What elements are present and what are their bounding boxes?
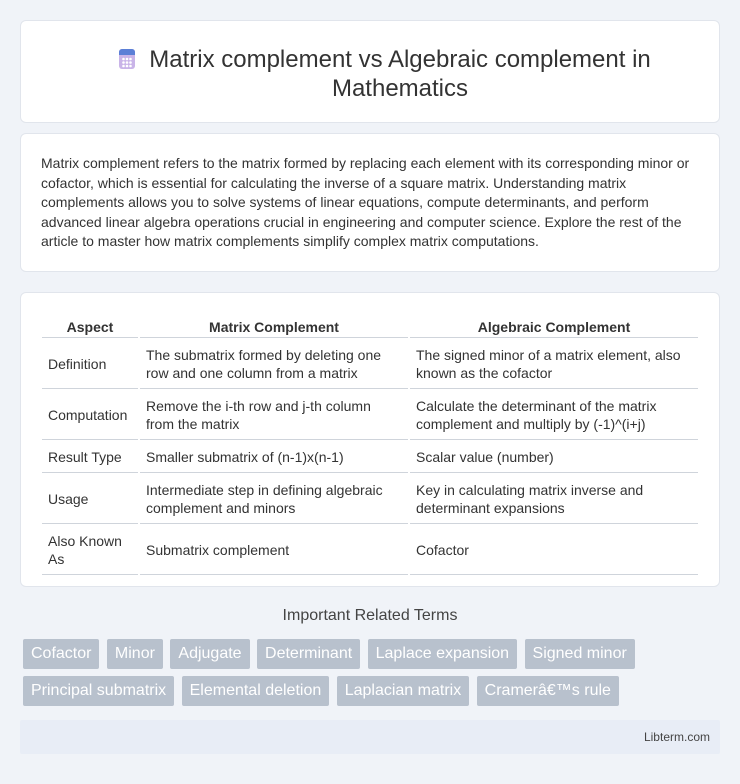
- intro-paragraph: Matrix complement refers to the matrix formed by replacing each element with its corresponding minor or cofactor, which is essential for calculating the inverse of a square matrix. Understanding matrix complements allows you to solve systems of linear equations, compute determinants, and perform advanced linear algebra operations crucial in engineering and computer science. Explore the rest of the article to master how matrix complements simplify complex matrix computations.: [41, 155, 690, 249]
- column-header-aspect: Aspect: [42, 315, 138, 338]
- tag-principal-submatrix[interactable]: Principal submatrix: [23, 676, 174, 706]
- table-row: [42, 475, 698, 524]
- tag-signed-minor[interactable]: Signed minor: [525, 639, 635, 669]
- tag-minor[interactable]: Minor: [107, 639, 163, 669]
- title-card: [20, 20, 720, 123]
- footer: [20, 720, 720, 754]
- tag-cofactor[interactable]: Cofactor: [23, 639, 99, 669]
- footer-site-link[interactable]: Libterm.com: [643, 730, 710, 744]
- column-header-algebraic-complement: Algebraic Complement: [410, 315, 698, 338]
- table-cell: Submatrix complement: [140, 526, 408, 575]
- table-cell: Smaller submatrix of (n-1)x(n-1): [140, 442, 408, 473]
- table-row: [42, 340, 698, 389]
- table-header-row: [42, 315, 698, 338]
- table-cell: Definition: [42, 340, 138, 389]
- table-row: [42, 526, 698, 575]
- table-cell: Scalar value (number): [410, 442, 698, 473]
- column-header-matrix-complement: Matrix Complement: [140, 315, 408, 338]
- related-terms-list: [23, 639, 723, 713]
- comparison-card: [20, 292, 720, 587]
- related-terms-heading: Important Related Terms: [282, 607, 458, 624]
- tag-cramers-rule[interactable]: Cramerâ€™s rule: [477, 676, 619, 706]
- table-cell: The submatrix formed by deleting one row and one column from a matrix: [140, 340, 408, 389]
- table-cell: Key in calculating matrix inverse and determinant expansions: [410, 475, 698, 524]
- tag-adjugate[interactable]: Adjugate: [170, 639, 249, 669]
- intro-card: [20, 133, 720, 272]
- table-cell: Result Type: [42, 442, 138, 473]
- table-cell: Also Known As: [42, 526, 138, 575]
- comparison-table: [40, 313, 700, 577]
- table-cell: Usage: [42, 475, 138, 524]
- table-cell: The signed minor of a matrix element, also known as the cofactor: [410, 340, 698, 389]
- table-cell: Remove the i-th row and j-th column from the matrix: [140, 391, 408, 440]
- tag-laplacian-matrix[interactable]: Laplacian matrix: [337, 676, 470, 706]
- table-cell: Cofactor: [410, 526, 698, 575]
- table-cell: Calculate the determinant of the matrix complement and multiply by (-1)^(i+j): [410, 391, 698, 440]
- tag-determinant[interactable]: Determinant: [257, 639, 360, 669]
- page-title: Matrix complement vs Algebraic complement in Mathematics: [149, 46, 651, 102]
- table-row: [42, 442, 698, 473]
- table-cell: Intermediate step in defining algebraic complement and minors: [140, 475, 408, 524]
- tag-laplace-expansion[interactable]: Laplace expansion: [368, 639, 517, 669]
- table-cell: Computation: [42, 391, 138, 440]
- tag-elemental-deletion[interactable]: Elemental deletion: [182, 676, 330, 706]
- table-row: [42, 391, 698, 440]
